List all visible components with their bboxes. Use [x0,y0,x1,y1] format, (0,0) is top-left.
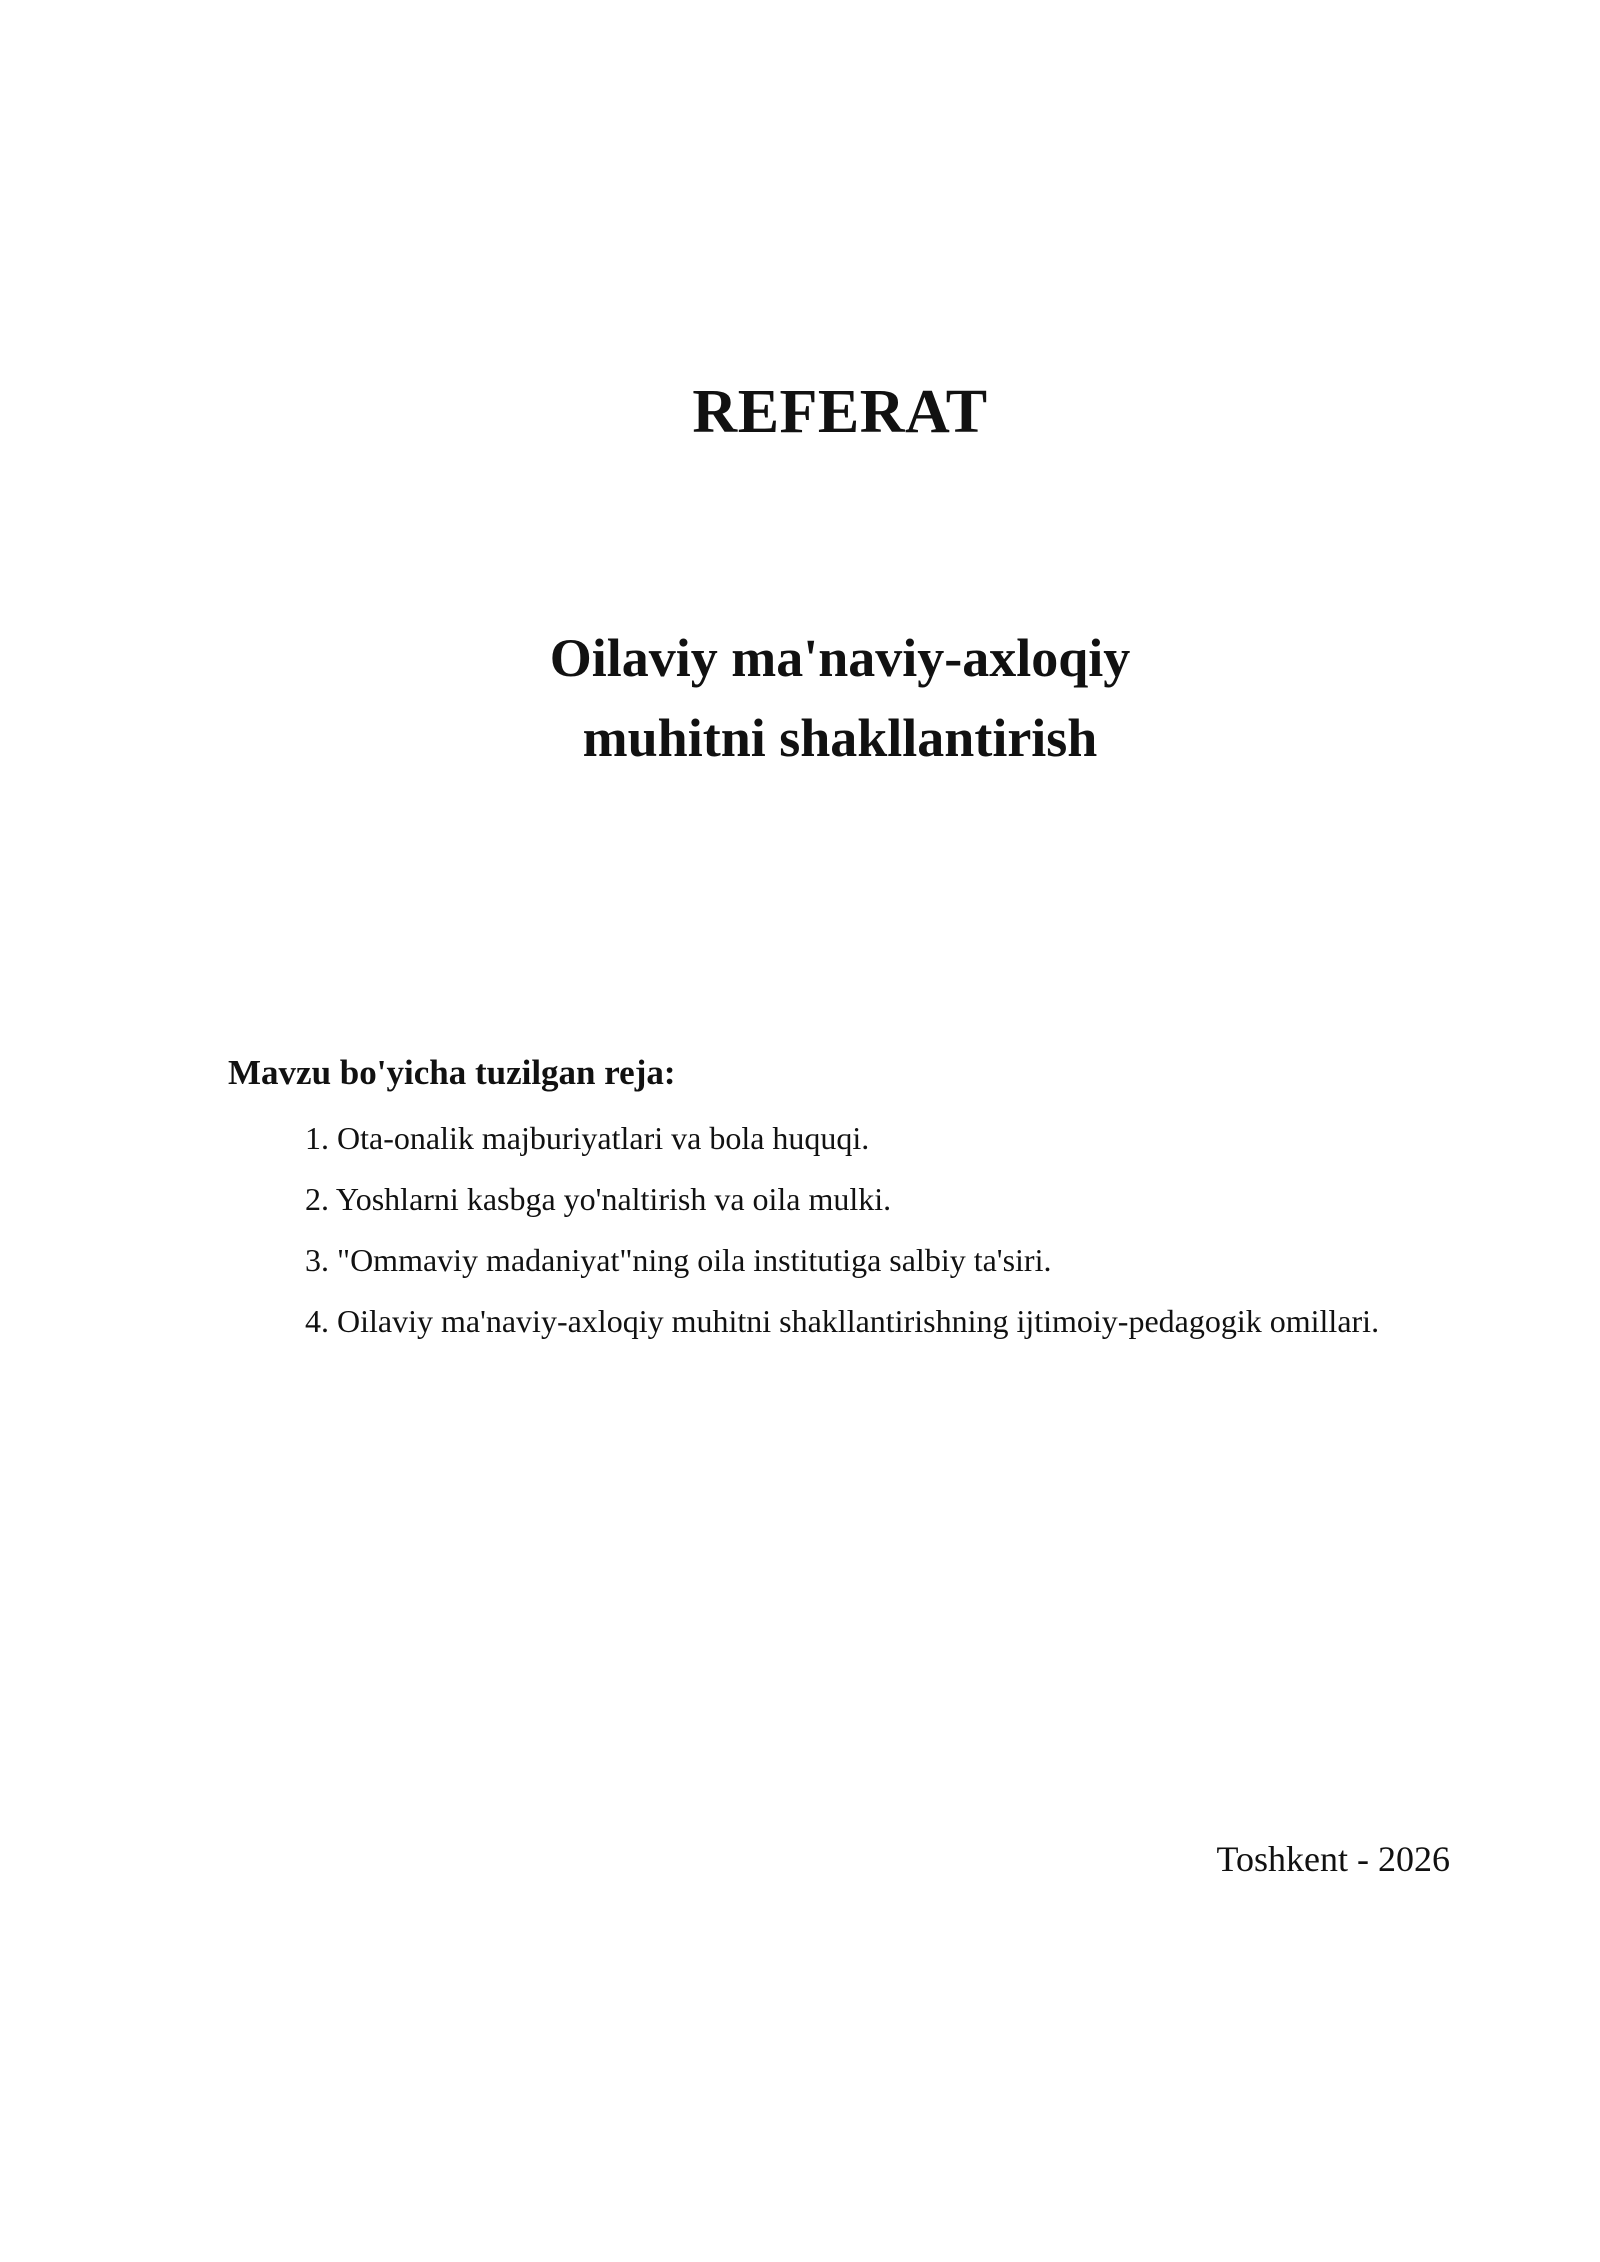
document-title: REFERAT [692,378,988,446]
plan-list [305,1108,1405,1352]
subtitle-line-2: muhitni shakllantirish [582,708,1098,768]
plan-item: 4. Oilaviy ma'naviy-axloqiy muhitni shakllantirishning ijtimoiy-pedagogik omillari. [305,1303,1380,1339]
plan-item: 2. Yoshlarni kasbga yo'naltirish va oila mulki. [305,1181,892,1217]
plan-item: 1. Ota-onalik majburiyatlari va bola huquqi. [305,1120,870,1156]
footer-place-year: Toshkent - 2026 [1216,1839,1450,1879]
document-subtitle [0,618,1600,778]
subtitle-line-1: Oilaviy ma'naviy-axloqiy [549,628,1131,688]
plan-item: 3. "Ommaviy madaniyat"ning oila institutiga salbiy ta'siri. [305,1242,1052,1278]
plan-heading: Mavzu bo'yicha tuzilgan reja: [228,1053,676,1092]
